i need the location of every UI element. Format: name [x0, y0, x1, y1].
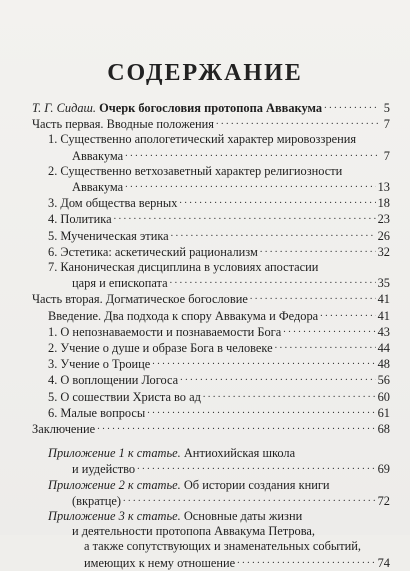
toc-entry: Часть вторая. Догматическое богословие . . . 41	[32, 291, 390, 307]
page-number: 18	[377, 196, 390, 211]
toc-entry: 3. Дом общества верных . . . 18	[32, 195, 390, 211]
toc-entry-multiline: 1. Существенно апологетический характер мировоззрения Аввакума . . . 7	[32, 132, 390, 163]
page-number: 61	[377, 405, 390, 420]
toc-entry: 4. О воплощении Логоса . . . 56	[32, 372, 390, 388]
toc-entry: 6. Малые вопросы . . . 61	[32, 405, 390, 421]
page-number: 69	[377, 462, 390, 477]
toc-entry: Часть первая. Вводные положения . . . 7	[32, 116, 390, 132]
toc-entry-multiline: 7. Каноническая дисциплина в условиях апостасии царя и епископата . . . 35	[32, 260, 390, 291]
toc-author: Т. Г. Сидаш.	[32, 101, 96, 115]
toc-entry: 1. О непознаваемости и познаваемости Бога . . . 43	[32, 324, 390, 340]
toc-entry: 3. Учение о Троице . . . 48	[32, 356, 390, 372]
toc-entry: 2. Учение о душе и образе Бога в человеке . . . 44	[32, 340, 390, 356]
toc-entry: Заключение . . . 68	[32, 421, 390, 437]
toc-entry: Введение. Два подхода к спору Аввакума и Федора . . . 41	[32, 308, 390, 324]
page-number: 23	[377, 212, 390, 227]
appendix-entry: Приложение 1 к статье. Антиохийская школа и иудейство . . . 69	[32, 446, 390, 477]
toc-entry: 5. Мученическая этика . . . 26	[32, 228, 390, 244]
toc-entry: 5. О сошествии Христа во ад . . . 60	[32, 389, 390, 405]
page-number: 74	[377, 555, 390, 570]
page-number: 26	[377, 228, 390, 243]
page-number: 44	[377, 341, 390, 356]
page-number: 32	[377, 244, 390, 259]
page-number: 35	[377, 276, 390, 291]
page-title: СОДЕРЖАНИЕ	[107, 60, 303, 86]
table-of-contents	[32, 100, 390, 571]
page-number: 13	[377, 180, 390, 195]
page-number: 56	[377, 373, 390, 388]
toc-entry: 6. Эстетика: аскетический рационализм . . . 32	[32, 244, 390, 260]
leader-dots	[324, 97, 378, 113]
page-number: 7	[383, 117, 390, 132]
page-number: 41	[377, 292, 390, 307]
page-number: 41	[377, 308, 390, 323]
toc-title: Очерк богословия протопопа Аввакума	[99, 101, 323, 115]
page-number: 48	[377, 357, 390, 372]
page-number: 72	[377, 493, 390, 508]
toc-entry: 4. Политика . . . 23	[32, 211, 390, 227]
page-number: 43	[377, 324, 390, 339]
page-number: 68	[377, 422, 390, 437]
page-number: 60	[377, 389, 390, 404]
appendix-entry: Приложение 2 к статье. Об истории создания книги (вкратце) . . . 72	[32, 478, 390, 509]
appendix-entry: Приложение 3 к статье. Основные даты жизни и деятельности протопопа Аввакума Петрова, а также сопутствующих и знаменательных событий, имеющих к нему отношение . . . 74	[32, 509, 390, 571]
page-number: 5	[383, 101, 390, 115]
toc-entry-multiline: 2. Существенно ветхозаветный характер религиозности Аввакума . . . 13	[32, 164, 390, 195]
page-number: 7	[383, 148, 390, 163]
